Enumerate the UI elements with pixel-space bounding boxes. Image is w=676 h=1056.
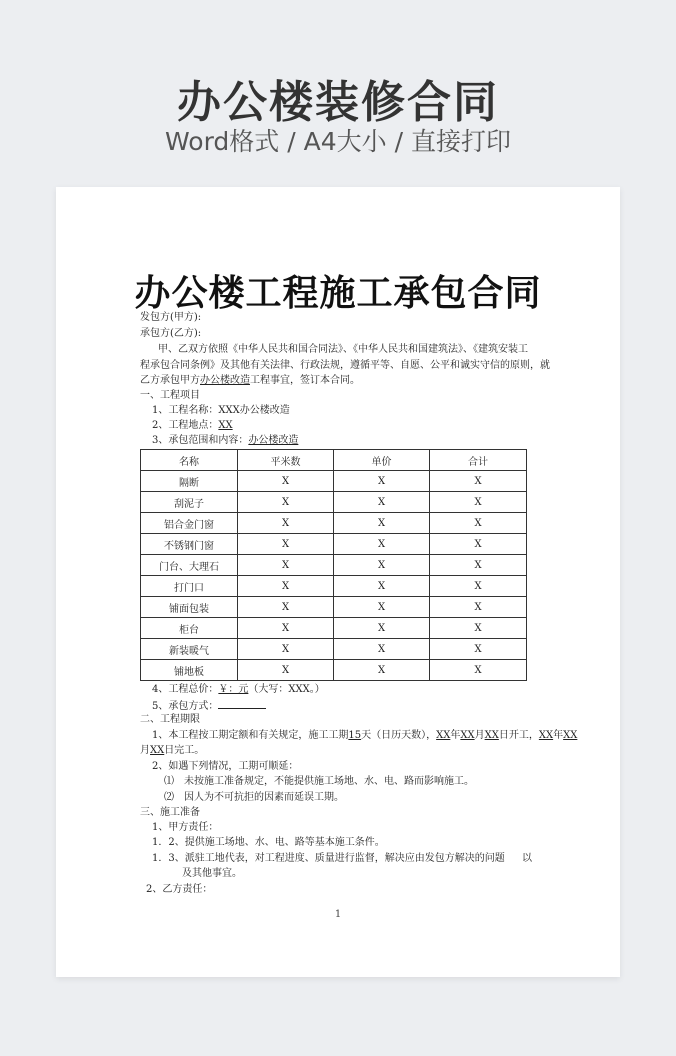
text: 月 <box>474 730 485 741</box>
text: 月 <box>140 745 150 756</box>
party-a-duty-2: 1．3、派驻工地代表，对工程进度、质量进行监督，解决应由发包方解决的问题 <box>152 853 505 864</box>
table-header-name: 名称 <box>141 450 238 471</box>
table-cell: X <box>238 618 334 639</box>
party-a-duty-1: 1．2、提供施工场地、水、电、路等基本施工条件。 <box>152 837 385 848</box>
text: 日开工， <box>498 730 539 741</box>
table-cell: X <box>430 618 527 639</box>
intro-line-1: 甲、乙双方依照《中华人民共和国合同法》、《中华人民共和国建筑法》、《建筑安装工 <box>158 344 528 355</box>
item-3-scope <box>152 434 298 448</box>
party-b-line: 承包方(乙方): <box>140 328 202 339</box>
intro-line-2: 程承包合同条例》及其他有关法律、行政法规，遵循平等、自愿、公平和诚实守信的原则，就 <box>140 360 550 371</box>
table-cell: 打门口 <box>141 576 238 597</box>
schedule-extension-heading: 2、如遇下列情况，工期可顺延： <box>152 761 299 772</box>
item-5-label: 5、承包方式： <box>152 701 219 712</box>
table-cell: X <box>334 576 430 597</box>
section-3-heading: 三、施工准备 <box>140 807 200 818</box>
table-cell: X <box>334 471 430 492</box>
start-day: XX <box>484 730 499 741</box>
item-2-value: XX <box>218 420 233 431</box>
end-day: XX <box>150 745 165 756</box>
schedule-line-1 <box>152 729 577 743</box>
table-cell: X <box>334 534 430 555</box>
banner-title: 办公楼装修合同 <box>177 77 499 128</box>
item-4-label: 4、工程总价： <box>152 684 219 695</box>
table-cell: X <box>238 660 334 681</box>
table-row <box>141 534 527 555</box>
item-1-name: 1、工程名称：XXX办公楼改造 <box>152 405 290 416</box>
table-cell: X <box>238 513 334 534</box>
table-cell: 柜台 <box>141 618 238 639</box>
schedule-extension-1: ⑴ 未按施工准备规定，不能提供施工场地、水、电、路而影响施工。 <box>164 776 474 787</box>
table-cell: X <box>430 660 527 681</box>
table-cell: 铺地板 <box>141 660 238 681</box>
party-a-duty-2-cont: 及其他事宜。 <box>182 868 242 879</box>
table-cell: X <box>238 639 334 660</box>
table-cell: X <box>334 597 430 618</box>
table-cell: 新装暖气 <box>141 639 238 660</box>
item-4-total-price <box>152 683 325 697</box>
table-row <box>141 639 527 660</box>
item-4-value: ￥：元 <box>218 684 249 695</box>
table-cell: X <box>334 618 430 639</box>
text: 1、本工程按工期定额和有关规定，施工工期 <box>152 730 349 741</box>
table-cell: X <box>430 576 527 597</box>
table-cell: X <box>334 555 430 576</box>
project-name-underlined: 办公楼改造 <box>200 375 250 386</box>
table-row <box>141 471 527 492</box>
party-b-duties-heading: 2、乙方责任： <box>146 884 213 895</box>
schedule-line-2 <box>140 744 204 758</box>
table-cell: X <box>334 639 430 660</box>
end-month: XX <box>563 730 578 741</box>
party-a-duty-2-tail: 以 <box>522 853 532 864</box>
table-cell: X <box>334 492 430 513</box>
table-cell: 隔断 <box>141 471 238 492</box>
item-2-location <box>152 419 233 433</box>
table-cell: X <box>238 576 334 597</box>
table-cell: X <box>430 639 527 660</box>
table-cell: 门台、大理石 <box>141 555 238 576</box>
table-cell: 铺面包装 <box>141 597 238 618</box>
table-cell: X <box>238 597 334 618</box>
table-row <box>141 576 527 597</box>
item-2-label: 2、工程地点： <box>152 420 219 431</box>
table-row <box>141 660 527 681</box>
party-a-line: 发包方(甲方): <box>140 312 202 323</box>
table-row <box>141 492 527 513</box>
table-cell: X <box>334 513 430 534</box>
table-cell: X <box>430 513 527 534</box>
end-year: XX <box>538 730 554 741</box>
banner-subtitle: Word格式 / A4大小 / 直接打印 <box>165 127 511 156</box>
item-5-blank <box>218 698 266 709</box>
item-5-contract-method <box>152 698 266 714</box>
table-cell: 铝合金门窗 <box>141 513 238 534</box>
table-cell: X <box>238 492 334 513</box>
start-year: XX <box>436 730 451 741</box>
item-3-value: 办公楼改造 <box>248 435 299 446</box>
document-title: 办公楼工程施工承包合同 <box>134 272 542 314</box>
party-a-duties-heading: 1、甲方责任： <box>152 822 219 833</box>
table-header-unit-price: 单价 <box>334 450 430 471</box>
table-header-area: 平米数 <box>238 450 334 471</box>
table-cell: X <box>238 534 334 555</box>
item-3-label: 3、承包范围和内容： <box>152 435 249 446</box>
table-row <box>141 555 527 576</box>
table-cell: 不锈钢门窗 <box>141 534 238 555</box>
start-month: XX <box>460 730 475 741</box>
table-cell: X <box>430 555 527 576</box>
section-2-heading: 二、工程期限 <box>140 714 200 725</box>
page-number: 1 <box>334 909 342 920</box>
table-header-total: 合计 <box>430 450 527 471</box>
table-cell: X <box>430 534 527 555</box>
schedule-extension-2: ⑵ 因人为不可抗拒的因素而延误工期。 <box>164 792 344 803</box>
intro-text-a: 乙方承包甲方 <box>140 375 200 386</box>
duration-days: 15 <box>348 730 362 741</box>
item-4-words: （大写：XXX。） <box>248 684 325 695</box>
table-cell: X <box>238 555 334 576</box>
table-cell: 刮泥子 <box>141 492 238 513</box>
intro-text-b: 工程事宜，签订本合同。 <box>250 375 360 386</box>
table-cell: X <box>430 597 527 618</box>
table-row <box>141 597 527 618</box>
table-row <box>141 513 527 534</box>
intro-line-3 <box>140 374 360 388</box>
text: 天（日历天数）， <box>361 730 437 741</box>
text: 年 <box>553 730 564 741</box>
text: 日完工。 <box>164 745 205 756</box>
document-page <box>56 187 620 977</box>
text: 年 <box>450 730 461 741</box>
table-cell: X <box>430 492 527 513</box>
table-row <box>141 618 527 639</box>
table-cell: X <box>334 660 430 681</box>
table-cell: X <box>238 471 334 492</box>
table-header-row <box>141 450 527 471</box>
section-1-heading: 一、工程项目 <box>140 390 200 401</box>
cost-table <box>140 449 527 681</box>
table-cell: X <box>430 471 527 492</box>
